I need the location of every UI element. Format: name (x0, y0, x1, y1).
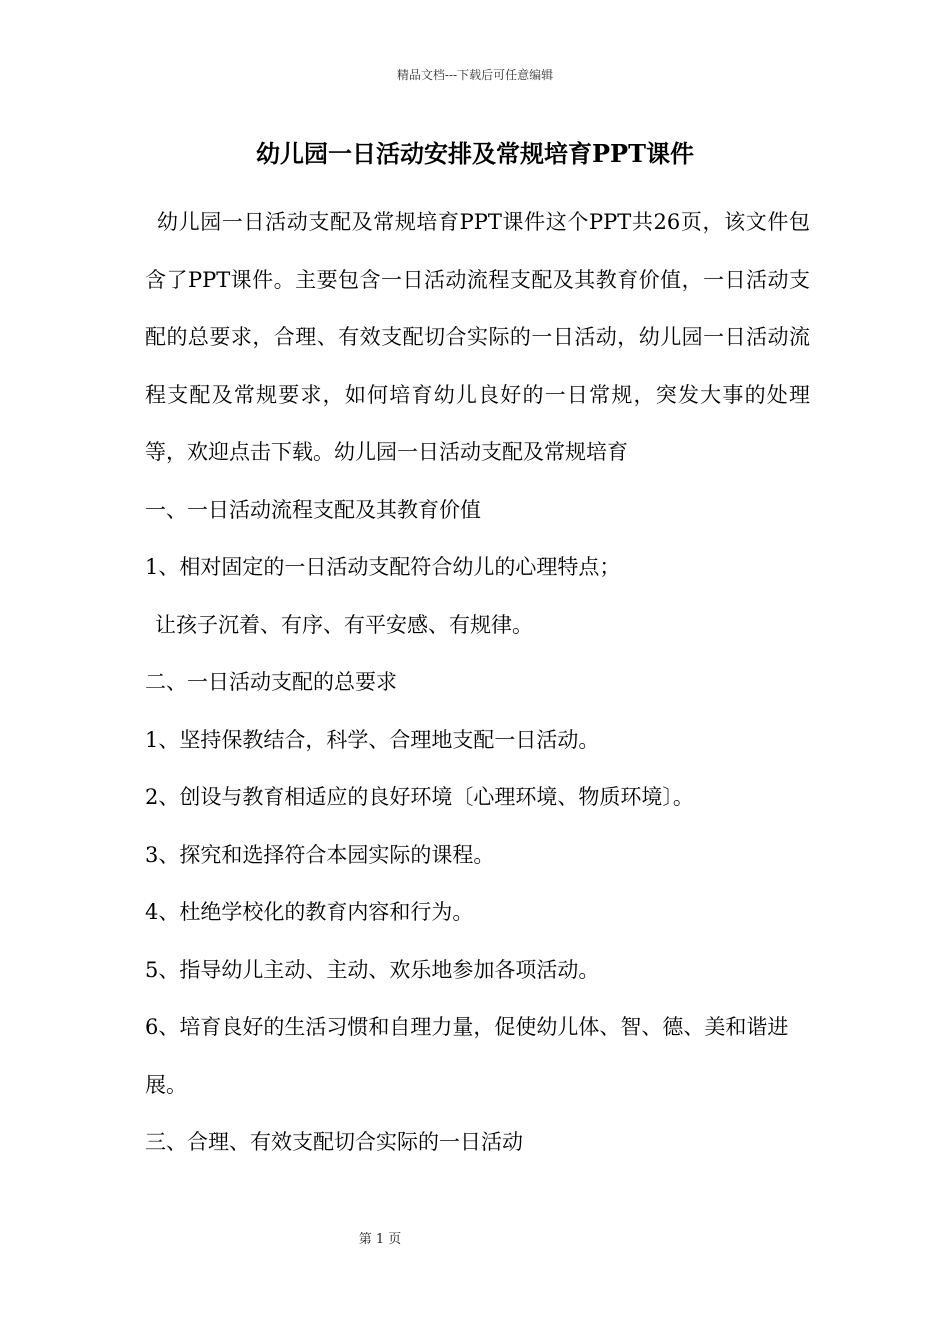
list-item: 5、指导幼儿主动、主动、欢乐地参加各项活动。 (145, 957, 600, 982)
list-item: 1、相对固定的一日活动支配符合幼儿的心理特点； (145, 555, 621, 579)
list-item-note: 让孩子沉着、有序、有平安感、有规律。 (155, 612, 533, 637)
list-item: 6、培育良好的生活习惯和自理力量，促使幼儿体、智、德、美和谐进展。 (145, 1015, 789, 1097)
list-item: 1、坚持保教结合，科学、合理地支配一日活动。 (145, 727, 600, 752)
list-item: 2、创设与教育相适应的良好环境〔心理环境、物质环境〕。 (145, 785, 694, 809)
page-number: 第 1 页 (358, 1232, 402, 1247)
section-heading-1: 一、一日活动流程支配及其教育价值 (145, 497, 481, 522)
section-heading-2: 二、一日活动支配的总要求 (145, 670, 397, 694)
document-title: 幼儿园一日活动安排及常规培育PPT课件 (256, 139, 694, 168)
intro-paragraph: 幼儿园一日活动支配及常规培育PPT课件这个PPT共26页，该文件包含了PPT课件。主要包含一日活动流程支配及其教育价值，一日活动支配的总要求，合理、有效支配切合实际的一日活动，幼儿园一日活动流程支配及常规要求，如何培育幼儿良好的一日常规，突发大事的处理等，欢迎点击下载。幼儿园一日活动支配及常规培育 (145, 210, 810, 464)
document-body (145, 194, 810, 1172)
list-item: 4、杜绝学校化的教育内容和行为。 (145, 900, 474, 924)
section-heading-3: 三、合理、有效支配切合实际的一日活动 (145, 1130, 523, 1154)
page-header-note: 精品文档---下载后可任意编辑 (396, 68, 554, 82)
list-item: 3、探究和选择符合本园实际的课程。 (145, 842, 495, 867)
